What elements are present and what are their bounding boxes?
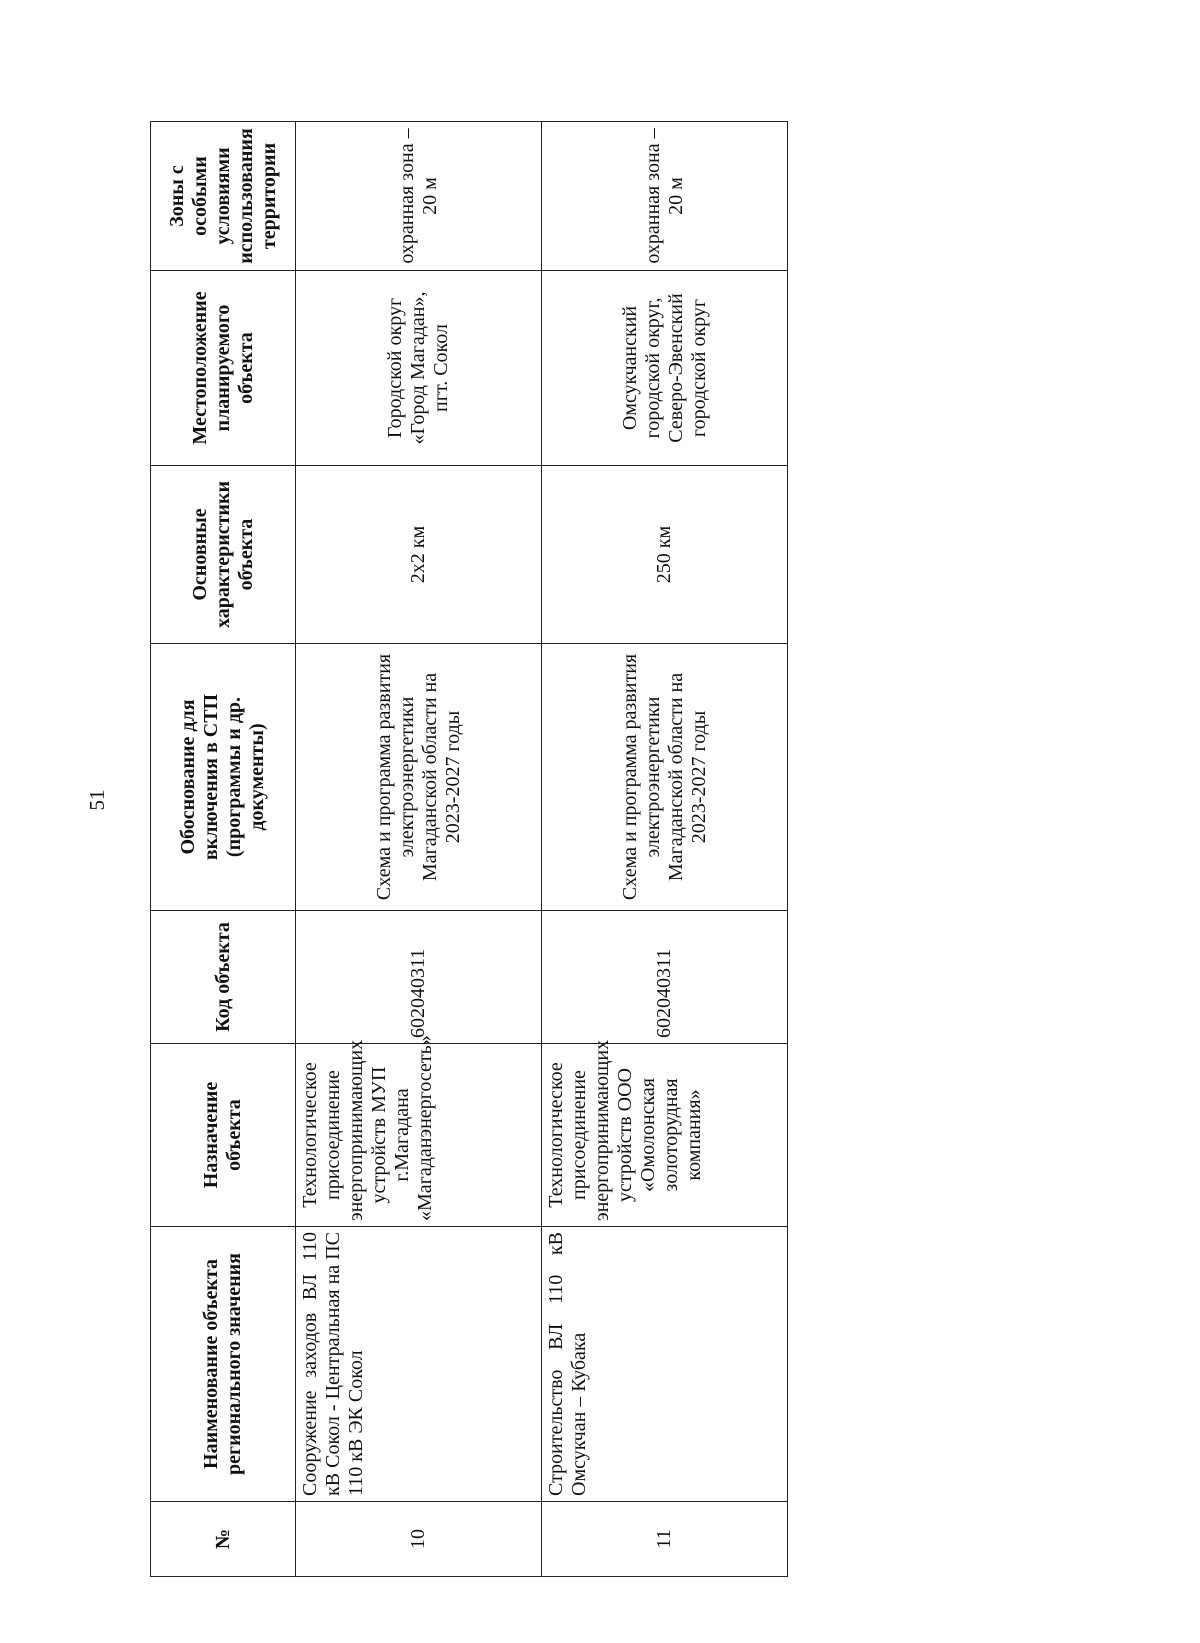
header-num: № [151, 1502, 296, 1577]
header-code: Код объекта [151, 911, 296, 1044]
cell-basis: Схема и программа развития электроэнергетики Магаданской области на 2023-2027 годы [296, 644, 542, 911]
header-purpose: Назначение объекта [151, 1044, 296, 1227]
table-header-row [151, 122, 296, 1577]
regional-objects-table [150, 121, 788, 1577]
page-number: 51 [85, 789, 109, 811]
cell-name: Сооружение заходов ВЛ 110 кВ Сокол - Центральная на ПС 110 кВ ЭК Сокол [296, 1227, 542, 1502]
header-basis: Обоснование для включения в СТП (программы и др. документы) [151, 644, 296, 911]
cell-zones: охранная зона – 20 м [542, 122, 788, 271]
cell-num: 10 [296, 1502, 542, 1577]
cell-characteristics: 2х2 км [296, 466, 542, 644]
cell-location: Городской округ «Город Магадан», пгт. Сокол [296, 271, 542, 466]
objects-table-container [150, 122, 787, 1577]
cell-characteristics: 250 км [542, 466, 788, 644]
cell-purpose: Технологическое присоединение энергопринимающих устройств МУП г.Магадана «Магаданэнергосеть» [296, 1044, 542, 1227]
header-location: Местоположение планируемого объекта [151, 271, 296, 466]
table-row [542, 122, 788, 1577]
cell-code: 602040311 [296, 911, 542, 1044]
cell-num: 11 [542, 1502, 788, 1577]
header-zones: Зоны с особыми условиями использования территории [151, 122, 296, 271]
cell-zones: охранная зона – 20 м [296, 122, 542, 271]
header-name: Наименование объекта регионального значения [151, 1227, 296, 1502]
cell-purpose: Технологическое присоединение энергопринимающих устройств ООО «Омолонская золоторудная компания» [542, 1044, 788, 1227]
table-row [296, 122, 542, 1577]
cell-location: Омсукчанский городской округ, Северо-Эвенский городской округ [542, 271, 788, 466]
header-characteristics: Основные характеристики объекта [151, 466, 296, 644]
cell-code: 602040311 [542, 911, 788, 1044]
cell-name: Строительство ВЛ 110 кВ Омсукчан – Кубака [542, 1227, 788, 1502]
cell-basis: Схема и программа развития электроэнергетики Магаданской области на 2023-2027 годы [542, 644, 788, 911]
